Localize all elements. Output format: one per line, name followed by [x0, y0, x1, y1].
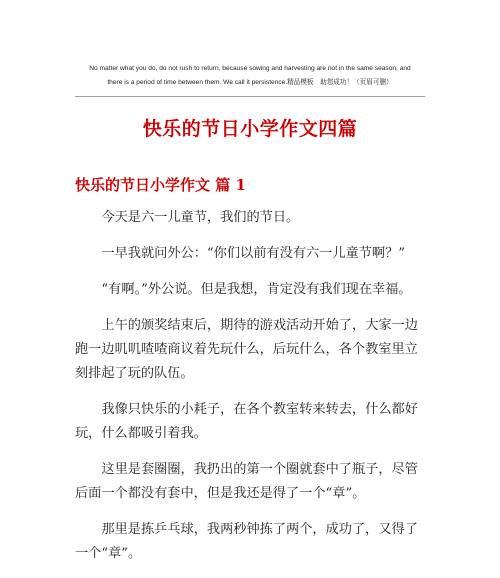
paragraph: 一早我就问外公：“你们以前有没有六一儿童节啊？” — [101, 246, 405, 261]
paragraph: “有啊。”外公说。但是我想，肯定没有我们现在幸福。 — [101, 282, 412, 297]
paragraph: 今天是六一儿童节，我们的节日。 — [101, 210, 300, 225]
article-body — [75, 206, 427, 578]
document-title: 快乐的节日小学作文四篇 — [142, 118, 358, 140]
paragraph: 上午的颁奖结束后，期待的游戏活动开始了，大家一边跑一边叽叽喳喳商议着先玩什么，后玩什么，各个教室里立刻排起了玩的队伍。 — [75, 318, 418, 381]
paragraph: 那里是拣乒乓球，我两秒钟拣了两个，成功了，又得了一个“章”。 — [75, 522, 418, 561]
header-divider — [75, 96, 425, 97]
page-header — [60, 62, 440, 90]
paragraph: 我像只快乐的小耗子，在各个教室转来转去，什么都好玩，什么都吸引着我。 — [75, 402, 418, 441]
section-heading: 快乐的节日小学作文 篇 1 — [75, 176, 246, 194]
paragraph: 这里是套圈圈，我扔出的第一个圈就套中了瓶子，尽管后面一个都没有套中，但是我还是得了一个“章”。 — [75, 462, 418, 501]
header-line-2: there is a period of time between them. We call it persistence.精品模板 助您成功！（页眉可删） — [107, 79, 393, 86]
header-line-1: No matter what you do, do not rush to return, because sowing and harvesting are not in the same season, and — [89, 65, 411, 72]
